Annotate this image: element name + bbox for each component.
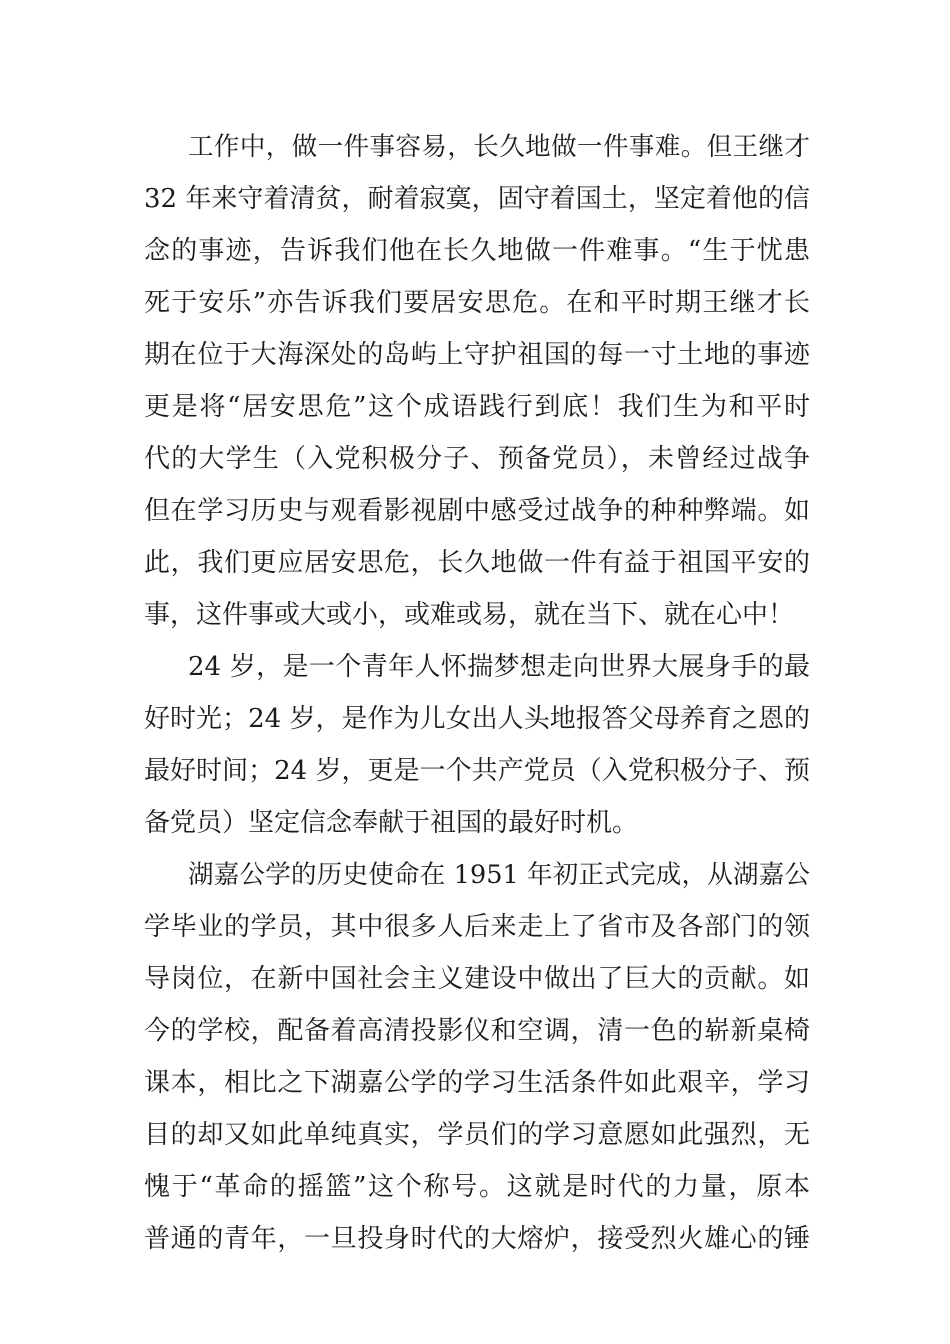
paragraph-2-line-4: 备党员）坚定信念奉献于祖国的最好时机。 (144, 808, 639, 838)
paragraph-1-line-10: 事，这件事或大或小，或难或易，就在当下、就在心中！ (144, 600, 795, 630)
paragraph-1-line-7: 代的大学生（入党积极分子、预备党员），未曾经过战争 (144, 444, 810, 474)
paragraph-1-line-4: 死于安乐”亦告诉我们要居安思危。在和平时期王继才长 (144, 288, 810, 318)
paragraph-2-line-2: 好时光；24 岁，是作为儿女出人头地报答父母养育之恩的 (144, 704, 810, 734)
paragraph-1-line-1: 工作中，做一件事容易，长久地做一件事难。但王继才 (188, 132, 810, 162)
paragraph-3-line-3: 导岗位，在新中国社会主义建设中做出了巨大的贡献。如 (144, 964, 810, 994)
paragraph-1-line-2: 32 年来守着清贫，耐着寂寞，固守着国土，坚定着他的信 (144, 184, 810, 214)
paragraph-3-line-5: 课本，相比之下湖嘉公学的学习生活条件如此艰辛，学习 (144, 1068, 810, 1098)
paragraph-1-line-8: 但在学习历史与观看影视剧中感受过战争的种种弊端。如 (144, 496, 810, 526)
paragraph-2-line-1: 24 岁，是一个青年人怀揣梦想走向世界大展身手的最 (188, 652, 810, 682)
paragraph-3-line-2: 学毕业的学员，其中很多人后来走上了省市及各部门的领 (144, 912, 810, 942)
paragraph-3-line-4: 今的学校，配备着高清投影仪和空调，清一色的崭新桌椅 (144, 1016, 810, 1046)
paragraph-1-line-9: 此，我们更应居安思危，长久地做一件有益于祖国平安的 (144, 548, 810, 578)
paragraph-1-line-6: 更是将“居安思危”这个成语践行到底！我们生为和平时 (144, 392, 810, 422)
paragraph-1-line-5: 期在位于大海深处的岛屿上守护祖国的每一寸土地的事迹 (144, 340, 810, 370)
paragraph-2-line-3: 最好时间；24 岁，更是一个共产党员（入党积极分子、预 (144, 756, 810, 786)
paragraph-1-line-3: 念的事迹，告诉我们他在长久地做一件难事。“生于忧患 (144, 236, 810, 266)
paragraph-3-line-1: 湖嘉公学的历史使命在 1951 年初正式完成，从湖嘉公 (188, 860, 810, 890)
paragraph-3-line-7: 愧于“革命的摇篮”这个称号。这就是时代的力量，原本 (144, 1172, 810, 1202)
paragraph-3-line-6: 目的却又如此单纯真实，学员们的学习意愿如此强烈，无 (144, 1120, 810, 1150)
paragraph-3-line-8: 普通的青年，一旦投身时代的大熔炉，接受烈火雄心的锤 (144, 1224, 810, 1254)
